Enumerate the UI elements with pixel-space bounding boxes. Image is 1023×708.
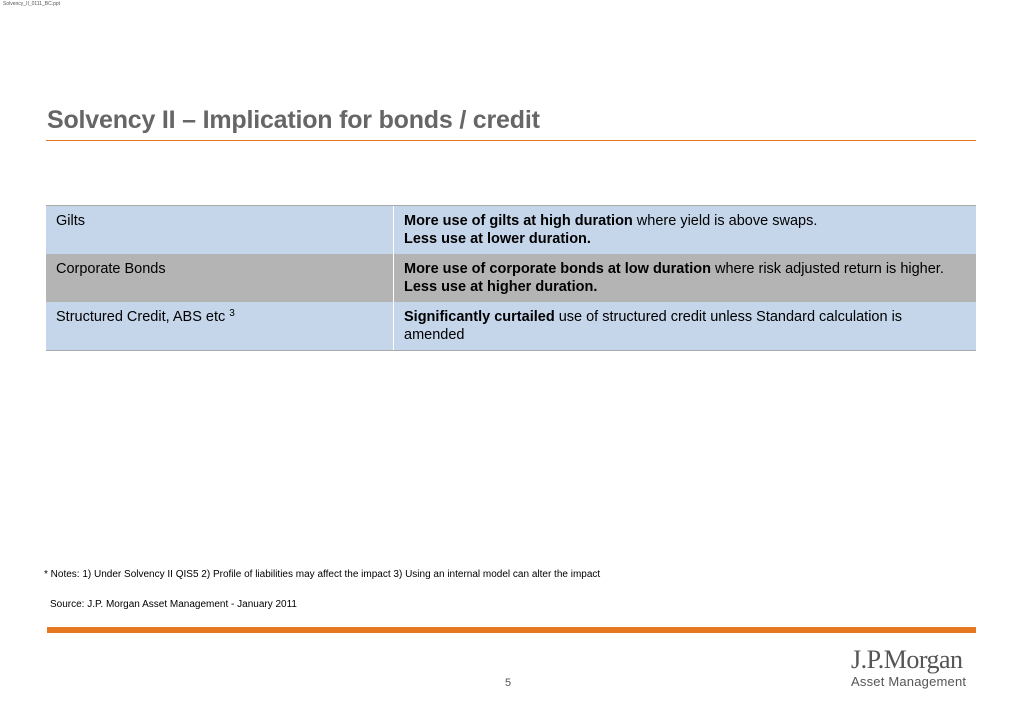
title-underline <box>46 140 976 141</box>
row-label: Corporate Bonds <box>56 261 166 277</box>
table-row <box>46 254 976 302</box>
slide-title: Solvency II – Implication for bonds / credit <box>47 106 540 134</box>
row-label-cell <box>46 254 394 302</box>
logo-wordmark: J.P.Morgan <box>851 645 963 674</box>
source-citation: Source: J.P. Morgan Asset Management - January 2011 <box>50 599 297 610</box>
row-label: Gilts <box>56 213 85 229</box>
table-row <box>46 302 976 351</box>
row-label: Structured Credit, ABS etc <box>56 309 230 325</box>
row-description-text: use of structured credit unless Standard calculation is amended <box>404 309 903 343</box>
row-description-second-line: Less use at higher duration. <box>404 279 598 295</box>
row-label-cell <box>46 206 394 255</box>
row-label-footnote: 3 <box>229 308 235 319</box>
footer-accent-bar <box>47 627 976 633</box>
page-number: 5 <box>505 677 512 689</box>
row-description-text: where yield is above swaps. <box>632 213 818 229</box>
file-name-label: Solvency_II_0111_BC.ppt <box>3 1 61 7</box>
row-description-cell <box>394 254 977 302</box>
row-description-bold: Significantly curtailed <box>404 309 555 325</box>
row-description-cell <box>394 206 977 255</box>
table-row <box>46 206 976 255</box>
row-label-cell <box>46 302 394 351</box>
row-description-text: where risk adjusted return is higher. <box>710 261 944 277</box>
row-description-bold: More use of corporate bonds at low duration <box>404 261 711 277</box>
row-description-bold: More use of gilts at high duration <box>404 213 633 229</box>
row-description-cell <box>394 302 977 351</box>
jpmorgan-logo <box>851 646 976 690</box>
implication-table <box>46 205 976 351</box>
logo-subtitle: Asset Management <box>851 674 967 689</box>
footnotes: * Notes: 1) Under Solvency II QIS5 2) Profile of liabilities may affect the impact 3) Using an internal model can alter the impact <box>44 569 601 580</box>
row-description-second-line: Less use at lower duration. <box>404 231 591 247</box>
